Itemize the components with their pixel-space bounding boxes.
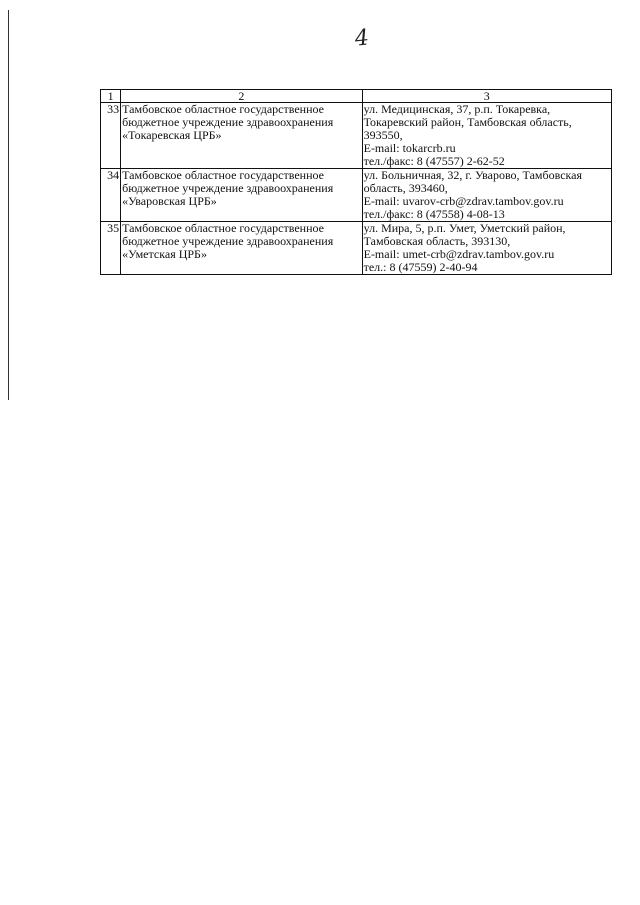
table-row: [101, 169, 612, 222]
page-number: 4: [353, 25, 371, 52]
institution-name: [121, 169, 362, 222]
institution-name: [121, 103, 362, 169]
address-line: ул. Больничная, 32, г. Уварово, Тамбовская: [363, 168, 583, 182]
name-line: «Уметская ЦРБ»: [122, 247, 207, 261]
name-line: бюджетное учреждение здравоохранения: [122, 234, 334, 248]
column-header-1: 1: [101, 90, 121, 103]
address-line: Токаревский район, Тамбовская область,: [363, 115, 572, 129]
name-line: Тамбовское областное государственное: [122, 221, 324, 235]
name-line: Тамбовское областное государственное: [122, 102, 324, 116]
institution-name: [121, 222, 362, 275]
email-line: E-mail: uvarov-crb@zdrav.tambov.gov.ru: [363, 194, 564, 208]
row-number: 34: [101, 169, 121, 222]
phone-line: тел./факс: 8 (47557) 2-62-52: [363, 154, 505, 168]
table-row: [101, 222, 612, 275]
institution-address: [362, 103, 611, 169]
email-line: E-mail: tokarcrb.ru: [363, 141, 456, 155]
name-line: «Токаревская ЦРБ»: [122, 128, 222, 142]
institutions-table: [100, 89, 612, 275]
address-line: ул. Мира, 5, р.п. Умет, Уметский район,: [363, 221, 566, 235]
phone-line: тел.: 8 (47559) 2-40-94: [363, 260, 478, 274]
institution-address: [362, 169, 611, 222]
email-line: E-mail: umet-crb@zdrav.tambov.gov.ru: [363, 247, 555, 261]
column-header-2: 2: [121, 90, 362, 103]
table-row: [101, 103, 612, 169]
name-line: бюджетное учреждение здравоохранения: [122, 181, 334, 195]
institution-address: [362, 222, 611, 275]
address-line: ул. Медицинская, 37, р.п. Токаревка,: [363, 102, 551, 116]
row-number: 35: [101, 222, 121, 275]
table-header-row: [101, 90, 612, 103]
row-number: 33: [101, 103, 121, 169]
address-line: область, 393460,: [363, 181, 448, 195]
name-line: бюджетное учреждение здравоохранения: [122, 115, 334, 129]
phone-line: тел./факс: 8 (47558) 4-08-13: [363, 207, 505, 221]
name-line: Тамбовское областное государственное: [122, 168, 324, 182]
scan-edge-line: [8, 10, 9, 400]
address-line: Тамбовская область, 393130,: [363, 234, 511, 248]
column-header-3: 3: [362, 90, 611, 103]
address-line: 393550,: [363, 128, 403, 142]
name-line: «Уваровская ЦРБ»: [122, 194, 217, 208]
